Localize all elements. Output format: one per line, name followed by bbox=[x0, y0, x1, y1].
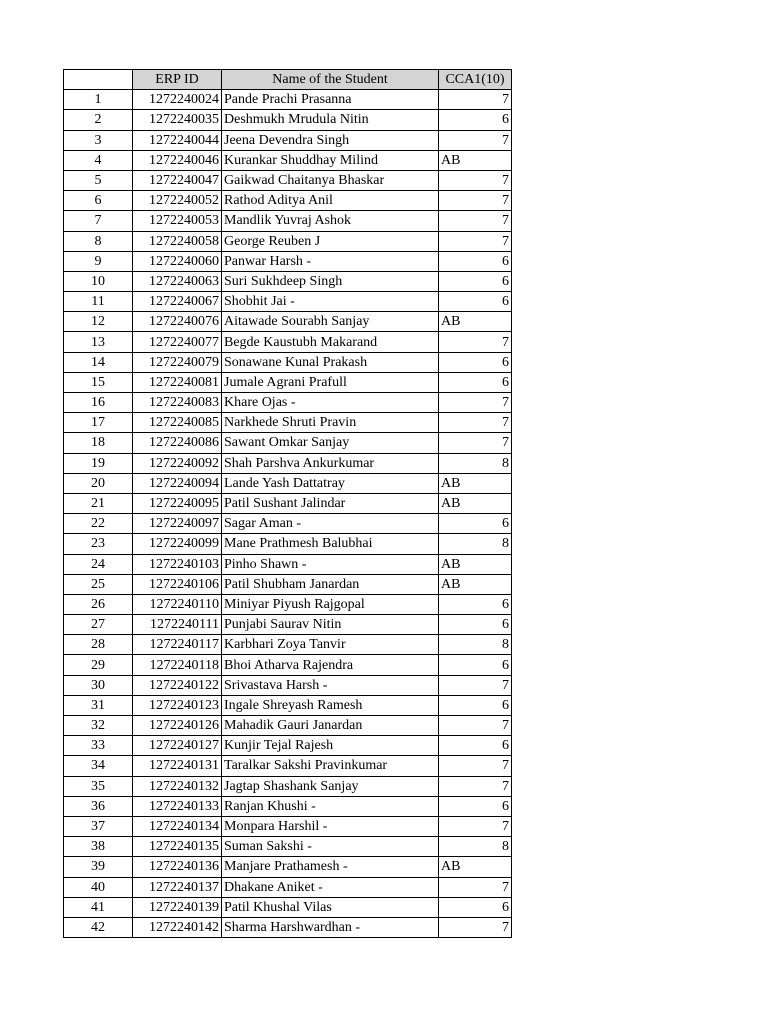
sr-no-cell: 25 bbox=[64, 574, 133, 594]
sr-no-cell: 1 bbox=[64, 90, 133, 110]
student-name-cell: Mandlik Yuvraj Ashok bbox=[222, 211, 439, 231]
sr-no-cell: 15 bbox=[64, 372, 133, 392]
cca1-mark-cell: AB bbox=[439, 554, 512, 574]
sr-no-cell: 28 bbox=[64, 635, 133, 655]
sr-no-cell: 5 bbox=[64, 170, 133, 190]
student-name-cell: Miniyar Piyush Rajgopal bbox=[222, 594, 439, 614]
sr-no-cell: 27 bbox=[64, 615, 133, 635]
erp-id-cell: 1272240123 bbox=[133, 695, 222, 715]
sr-no-cell: 4 bbox=[64, 150, 133, 170]
student-name-cell: Pande Prachi Prasanna bbox=[222, 90, 439, 110]
student-name-cell: Khare Ojas - bbox=[222, 393, 439, 413]
erp-id-cell: 1272240086 bbox=[133, 433, 222, 453]
erp-id-cell: 1272240044 bbox=[133, 130, 222, 150]
table-row bbox=[64, 695, 512, 715]
table-row bbox=[64, 312, 512, 332]
erp-id-cell: 1272240067 bbox=[133, 292, 222, 312]
cca1-mark-cell: 6 bbox=[439, 736, 512, 756]
erp-id-cell: 1272240035 bbox=[133, 110, 222, 130]
erp-id-cell: 1272240085 bbox=[133, 413, 222, 433]
student-name-cell: Lande Yash Dattatray bbox=[222, 473, 439, 493]
sr-no-cell: 20 bbox=[64, 473, 133, 493]
erp-id-cell: 1272240092 bbox=[133, 453, 222, 473]
sr-no-cell: 37 bbox=[64, 816, 133, 836]
erp-id-cell: 1272240081 bbox=[133, 372, 222, 392]
student-name-cell: Bhoi Atharva Rajendra bbox=[222, 655, 439, 675]
sr-no-cell: 8 bbox=[64, 231, 133, 251]
student-name-cell: Suri Sukhdeep Singh bbox=[222, 271, 439, 291]
cca1-mark-cell: 7 bbox=[439, 675, 512, 695]
erp-id-cell: 1272240060 bbox=[133, 251, 222, 271]
table-row bbox=[64, 170, 512, 190]
sr-no-cell: 10 bbox=[64, 271, 133, 291]
table-row bbox=[64, 897, 512, 917]
student-name-cell: Patil Sushant Jalindar bbox=[222, 493, 439, 513]
sr-no-cell: 18 bbox=[64, 433, 133, 453]
sr-no-cell: 42 bbox=[64, 917, 133, 937]
sr-no-cell: 32 bbox=[64, 716, 133, 736]
cca1-mark-cell: 7 bbox=[439, 756, 512, 776]
student-name-cell: Pinho Shawn - bbox=[222, 554, 439, 574]
student-name-cell: Mahadik Gauri Janardan bbox=[222, 716, 439, 736]
erp-id-cell: 1272240137 bbox=[133, 877, 222, 897]
erp-id-cell: 1272240083 bbox=[133, 393, 222, 413]
erp-id-cell: 1272240024 bbox=[133, 90, 222, 110]
sr-no-cell: 12 bbox=[64, 312, 133, 332]
sr-no-cell: 33 bbox=[64, 736, 133, 756]
table-row bbox=[64, 231, 512, 251]
sr-no-cell: 22 bbox=[64, 514, 133, 534]
cca1-mark-cell: 7 bbox=[439, 917, 512, 937]
table-row bbox=[64, 594, 512, 614]
student-name-cell: Shobhit Jai - bbox=[222, 292, 439, 312]
student-name-cell: Manjare Prathamesh - bbox=[222, 857, 439, 877]
table-row bbox=[64, 453, 512, 473]
student-name-cell: Mane Prathmesh Balubhai bbox=[222, 534, 439, 554]
table-row bbox=[64, 514, 512, 534]
erp-id-cell: 1272240046 bbox=[133, 150, 222, 170]
student-name-cell: Srivastava Harsh - bbox=[222, 675, 439, 695]
table-row bbox=[64, 615, 512, 635]
erp-id-cell: 1272240110 bbox=[133, 594, 222, 614]
table-row bbox=[64, 837, 512, 857]
erp-id-cell: 1272240079 bbox=[133, 352, 222, 372]
cca1-mark-cell: 7 bbox=[439, 130, 512, 150]
table-row bbox=[64, 756, 512, 776]
student-name-cell: Panwar Harsh - bbox=[222, 251, 439, 271]
sr-no-cell: 38 bbox=[64, 837, 133, 857]
erp-id-cell: 1272240131 bbox=[133, 756, 222, 776]
student-name-cell: Gaikwad Chaitanya Bhaskar bbox=[222, 170, 439, 190]
table-row bbox=[64, 917, 512, 937]
cca1-mark-cell: 6 bbox=[439, 372, 512, 392]
student-name-cell: Begde Kaustubh Makarand bbox=[222, 332, 439, 352]
erp-id-cell: 1272240052 bbox=[133, 191, 222, 211]
table-row bbox=[64, 655, 512, 675]
erp-id-cell: 1272240058 bbox=[133, 231, 222, 251]
student-name-cell: Kunjir Tejal Rajesh bbox=[222, 736, 439, 756]
erp-id-cell: 1272240047 bbox=[133, 170, 222, 190]
table-row bbox=[64, 332, 512, 352]
cca1-mark-cell: 7 bbox=[439, 170, 512, 190]
header-cca1-marks: CCA1(10) bbox=[439, 70, 512, 90]
student-name-cell: Kurankar Shuddhay Milind bbox=[222, 150, 439, 170]
sr-no-cell: 40 bbox=[64, 877, 133, 897]
table-row bbox=[64, 675, 512, 695]
erp-id-cell: 1272240095 bbox=[133, 493, 222, 513]
table-row bbox=[64, 736, 512, 756]
sr-no-cell: 31 bbox=[64, 695, 133, 715]
erp-id-cell: 1272240094 bbox=[133, 473, 222, 493]
student-name-cell: Sawant Omkar Sanjay bbox=[222, 433, 439, 453]
table-body bbox=[64, 90, 512, 938]
cca1-mark-cell: 8 bbox=[439, 453, 512, 473]
table-row bbox=[64, 352, 512, 372]
cca1-mark-cell: 6 bbox=[439, 796, 512, 816]
erp-id-cell: 1272240133 bbox=[133, 796, 222, 816]
cca1-mark-cell: 7 bbox=[439, 816, 512, 836]
sr-no-cell: 16 bbox=[64, 393, 133, 413]
student-name-cell: Patil Shubham Janardan bbox=[222, 574, 439, 594]
table-row bbox=[64, 393, 512, 413]
cca1-mark-cell: AB bbox=[439, 857, 512, 877]
cca1-mark-cell: 6 bbox=[439, 594, 512, 614]
erp-id-cell: 1272240099 bbox=[133, 534, 222, 554]
student-name-cell: Ranjan Khushi - bbox=[222, 796, 439, 816]
table-row bbox=[64, 372, 512, 392]
cca1-mark-cell: 7 bbox=[439, 433, 512, 453]
cca1-mark-cell: 6 bbox=[439, 251, 512, 271]
table-row bbox=[64, 292, 512, 312]
student-name-cell: Sonawane Kunal Prakash bbox=[222, 352, 439, 372]
header-sr-no bbox=[64, 70, 133, 90]
table-row bbox=[64, 534, 512, 554]
header-row bbox=[64, 70, 512, 90]
student-name-cell: Monpara Harshil - bbox=[222, 816, 439, 836]
cca1-mark-cell: 7 bbox=[439, 716, 512, 736]
cca1-mark-cell: 7 bbox=[439, 393, 512, 413]
table-row bbox=[64, 493, 512, 513]
cca1-mark-cell: 6 bbox=[439, 352, 512, 372]
student-name-cell: Jagtap Shashank Sanjay bbox=[222, 776, 439, 796]
cca1-mark-cell: 7 bbox=[439, 211, 512, 231]
sr-no-cell: 21 bbox=[64, 493, 133, 513]
student-name-cell: Jeena Devendra Singh bbox=[222, 130, 439, 150]
cca1-mark-cell: AB bbox=[439, 473, 512, 493]
sr-no-cell: 2 bbox=[64, 110, 133, 130]
sr-no-cell: 13 bbox=[64, 332, 133, 352]
erp-id-cell: 1272240139 bbox=[133, 897, 222, 917]
table-header bbox=[64, 70, 512, 90]
student-name-cell: Punjabi Saurav Nitin bbox=[222, 615, 439, 635]
student-name-cell: Suman Sakshi - bbox=[222, 837, 439, 857]
cca1-mark-cell: 6 bbox=[439, 514, 512, 534]
sr-no-cell: 26 bbox=[64, 594, 133, 614]
cca1-mark-cell: 6 bbox=[439, 897, 512, 917]
table-row bbox=[64, 433, 512, 453]
erp-id-cell: 1272240127 bbox=[133, 736, 222, 756]
student-name-cell: Dhakane Aniket - bbox=[222, 877, 439, 897]
erp-id-cell: 1272240135 bbox=[133, 837, 222, 857]
table-row bbox=[64, 150, 512, 170]
erp-id-cell: 1272240142 bbox=[133, 917, 222, 937]
student-name-cell: George Reuben J bbox=[222, 231, 439, 251]
student-name-cell: Narkhede Shruti Pravin bbox=[222, 413, 439, 433]
sr-no-cell: 9 bbox=[64, 251, 133, 271]
sr-no-cell: 30 bbox=[64, 675, 133, 695]
erp-id-cell: 1272240136 bbox=[133, 857, 222, 877]
student-name-cell: Jumale Agrani Prafull bbox=[222, 372, 439, 392]
table-row bbox=[64, 816, 512, 836]
student-name-cell: Deshmukh Mrudula Nitin bbox=[222, 110, 439, 130]
student-name-cell: Patil Khushal Vilas bbox=[222, 897, 439, 917]
sr-no-cell: 19 bbox=[64, 453, 133, 473]
header-student-name: Name of the Student bbox=[222, 70, 439, 90]
sr-no-cell: 35 bbox=[64, 776, 133, 796]
cca1-mark-cell: AB bbox=[439, 312, 512, 332]
sr-no-cell: 23 bbox=[64, 534, 133, 554]
table-row bbox=[64, 413, 512, 433]
table-row bbox=[64, 877, 512, 897]
header-erp-id: ERP ID bbox=[133, 70, 222, 90]
cca1-mark-cell: AB bbox=[439, 493, 512, 513]
sr-no-cell: 24 bbox=[64, 554, 133, 574]
table-row bbox=[64, 110, 512, 130]
student-name-cell: Aitawade Sourabh Sanjay bbox=[222, 312, 439, 332]
table-row bbox=[64, 857, 512, 877]
cca1-mark-cell: 6 bbox=[439, 695, 512, 715]
table-row bbox=[64, 574, 512, 594]
cca1-mark-cell: AB bbox=[439, 574, 512, 594]
sr-no-cell: 34 bbox=[64, 756, 133, 776]
table-row bbox=[64, 251, 512, 271]
cca1-mark-cell: 6 bbox=[439, 110, 512, 130]
erp-id-cell: 1272240132 bbox=[133, 776, 222, 796]
cca1-mark-cell: 7 bbox=[439, 877, 512, 897]
erp-id-cell: 1272240077 bbox=[133, 332, 222, 352]
erp-id-cell: 1272240122 bbox=[133, 675, 222, 695]
marks-table bbox=[63, 69, 512, 938]
erp-id-cell: 1272240053 bbox=[133, 211, 222, 231]
student-name-cell: Sagar Aman - bbox=[222, 514, 439, 534]
student-name-cell: Rathod Aditya Anil bbox=[222, 191, 439, 211]
table-row bbox=[64, 635, 512, 655]
student-name-cell: Ingale Shreyash Ramesh bbox=[222, 695, 439, 715]
sr-no-cell: 11 bbox=[64, 292, 133, 312]
sr-no-cell: 39 bbox=[64, 857, 133, 877]
erp-id-cell: 1272240103 bbox=[133, 554, 222, 574]
sr-no-cell: 36 bbox=[64, 796, 133, 816]
sr-no-cell: 17 bbox=[64, 413, 133, 433]
table-row bbox=[64, 716, 512, 736]
table-row bbox=[64, 776, 512, 796]
cca1-mark-cell: 6 bbox=[439, 292, 512, 312]
table-row bbox=[64, 90, 512, 110]
erp-id-cell: 1272240097 bbox=[133, 514, 222, 534]
sr-no-cell: 6 bbox=[64, 191, 133, 211]
cca1-mark-cell: 7 bbox=[439, 413, 512, 433]
table-row bbox=[64, 554, 512, 574]
cca1-mark-cell: 7 bbox=[439, 332, 512, 352]
cca1-mark-cell: 8 bbox=[439, 635, 512, 655]
student-name-cell: Karbhari Zoya Tanvir bbox=[222, 635, 439, 655]
sr-no-cell: 41 bbox=[64, 897, 133, 917]
table-row bbox=[64, 211, 512, 231]
erp-id-cell: 1272240134 bbox=[133, 816, 222, 836]
cca1-mark-cell: 7 bbox=[439, 776, 512, 796]
cca1-mark-cell: 7 bbox=[439, 191, 512, 211]
cca1-mark-cell: 6 bbox=[439, 615, 512, 635]
erp-id-cell: 1272240117 bbox=[133, 635, 222, 655]
sr-no-cell: 7 bbox=[64, 211, 133, 231]
cca1-mark-cell: 8 bbox=[439, 837, 512, 857]
student-name-cell: Taralkar Sakshi Pravinkumar bbox=[222, 756, 439, 776]
erp-id-cell: 1272240076 bbox=[133, 312, 222, 332]
table-row bbox=[64, 271, 512, 291]
erp-id-cell: 1272240111 bbox=[133, 615, 222, 635]
cca1-mark-cell: 6 bbox=[439, 655, 512, 675]
erp-id-cell: 1272240106 bbox=[133, 574, 222, 594]
erp-id-cell: 1272240118 bbox=[133, 655, 222, 675]
student-name-cell: Shah Parshva Ankurkumar bbox=[222, 453, 439, 473]
cca1-mark-cell: AB bbox=[439, 150, 512, 170]
student-name-cell: Sharma Harshwardhan - bbox=[222, 917, 439, 937]
sr-no-cell: 29 bbox=[64, 655, 133, 675]
erp-id-cell: 1272240063 bbox=[133, 271, 222, 291]
cca1-mark-cell: 6 bbox=[439, 271, 512, 291]
sr-no-cell: 14 bbox=[64, 352, 133, 372]
sr-no-cell: 3 bbox=[64, 130, 133, 150]
table-row bbox=[64, 473, 512, 493]
cca1-mark-cell: 7 bbox=[439, 231, 512, 251]
table-row bbox=[64, 796, 512, 816]
cca1-mark-cell: 8 bbox=[439, 534, 512, 554]
cca1-mark-cell: 7 bbox=[439, 90, 512, 110]
erp-id-cell: 1272240126 bbox=[133, 716, 222, 736]
table-row bbox=[64, 130, 512, 150]
table-row bbox=[64, 191, 512, 211]
